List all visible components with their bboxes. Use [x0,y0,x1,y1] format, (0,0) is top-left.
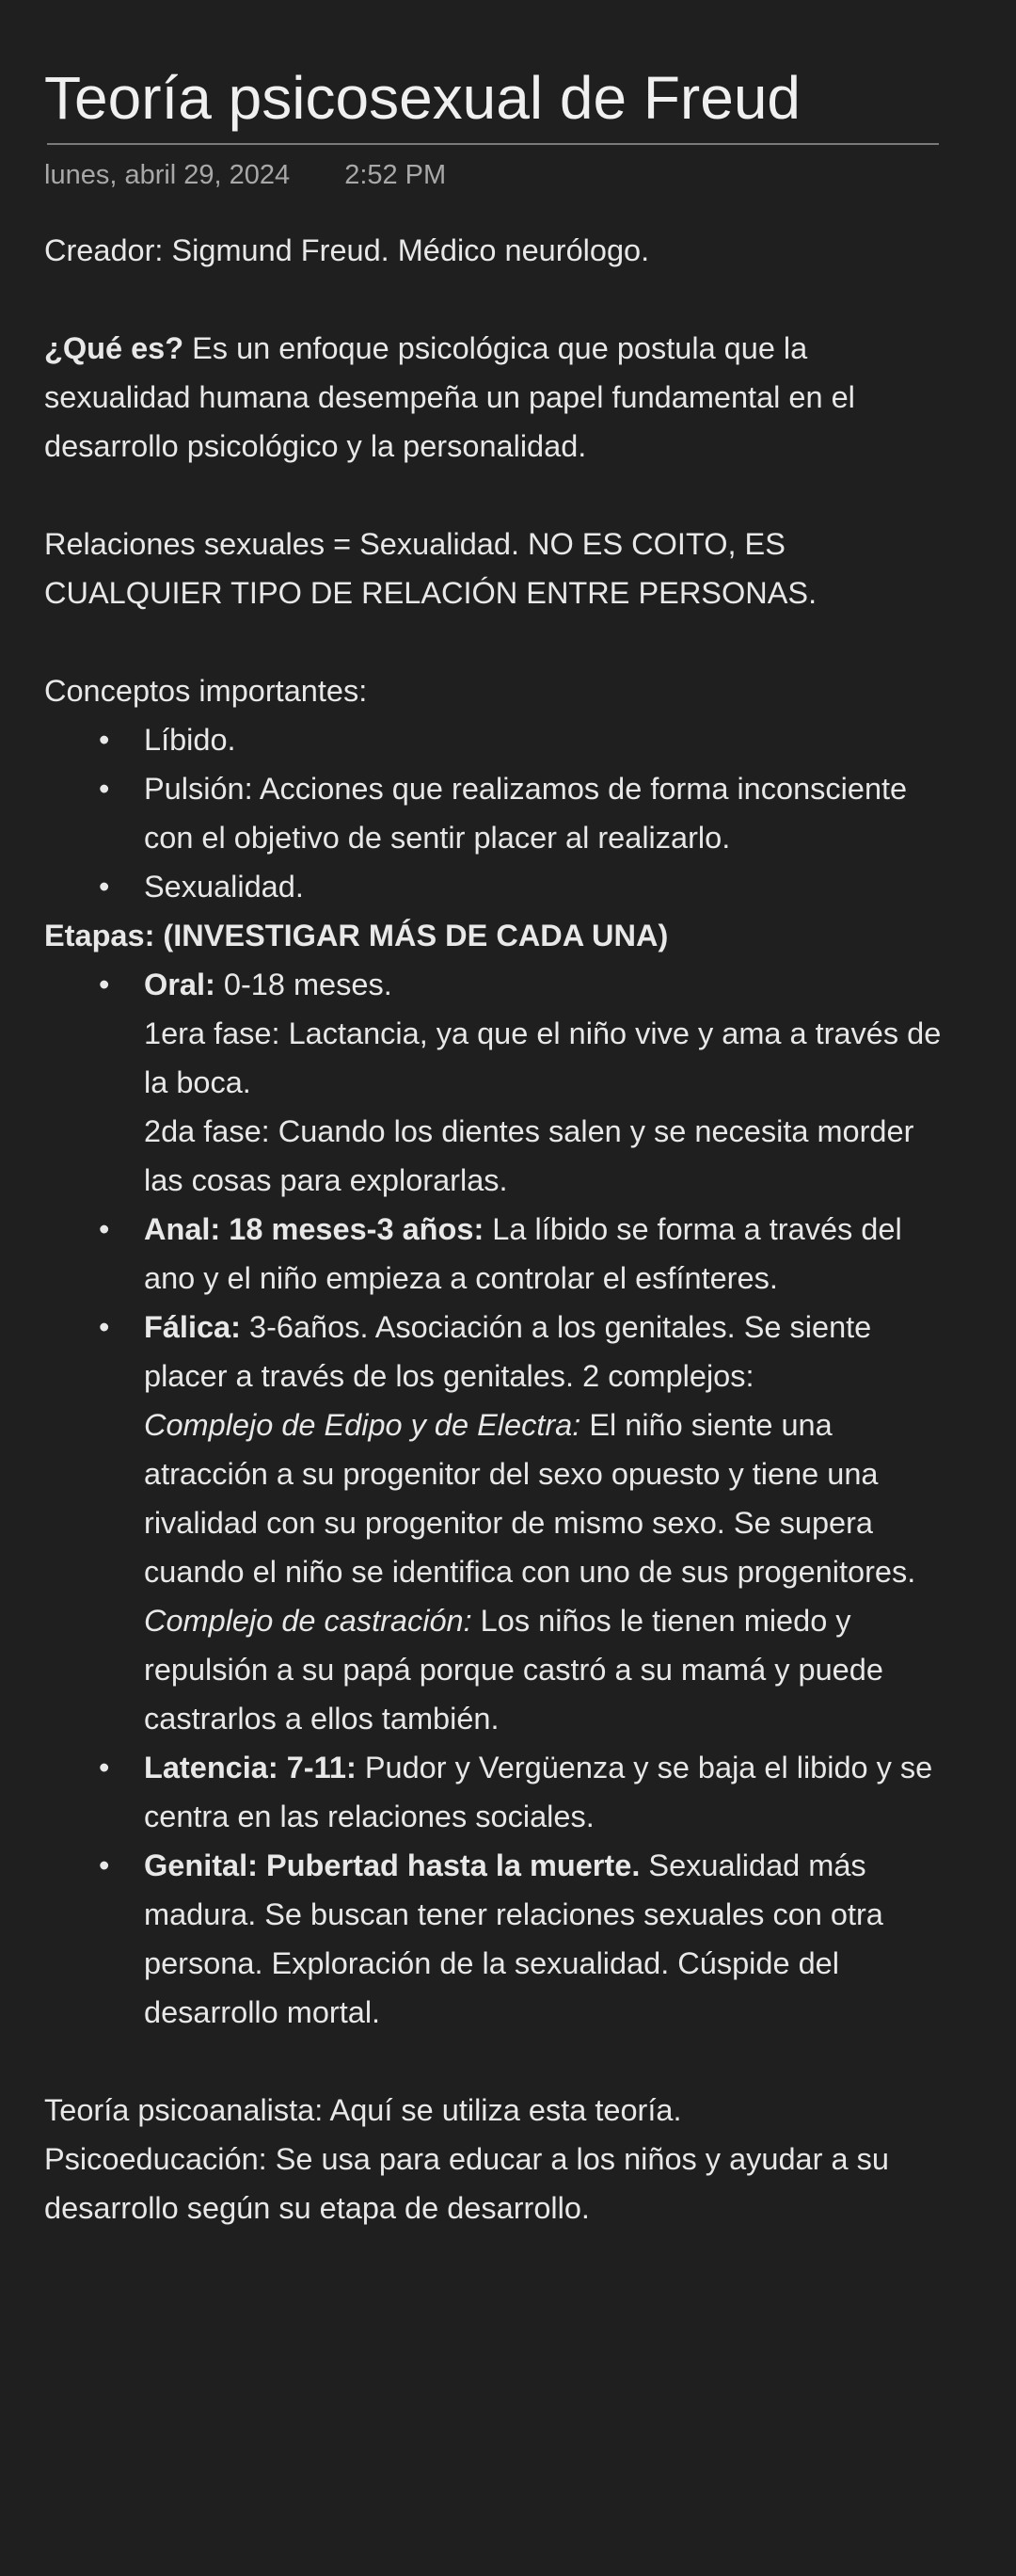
bullet-icon: • [99,723,110,757]
stage-anal [44,1205,947,1303]
bullet-icon: • [99,1751,110,1784]
title-divider [47,143,939,145]
list-item [44,715,947,764]
stage-label: Oral: [144,968,215,1001]
bullet-icon: • [99,1212,110,1246]
stage-latencia [44,1743,947,1841]
stage-oral [44,960,947,1205]
note-body[interactable] [44,226,947,2232]
stage-text: 3-6años. Asociación a los genitales. Se siente placer a través de los genitales. 2 complejos: [144,1310,872,1393]
creator-line: Creador: Sigmund Freud. Médico neurólogo. [44,233,650,267]
concept-text: Pulsión: Acciones que realizamos de forma inconsciente con el objetivo de sentir placer al realizarlo. [144,772,908,855]
bullet-icon: • [99,1848,110,1882]
concept-text: Sexualidad. [144,870,304,904]
stage-phase-1: 1era fase: Lactancia, ya que el niño vive y ama a través de la boca. [144,1016,942,1099]
definition-text: Es un enfoque psicológica que postula que la sexualidad humana desempeña un papel fundamental en el desarrollo psicológico y la personalidad. [44,331,855,463]
page-title[interactable]: Teoría psicosexual de Freud [44,64,801,132]
note-timestamp [44,156,947,194]
bullet-icon: • [99,1310,110,1344]
bullet-icon: • [99,870,110,904]
complex-text: Los niños le tienen miedo y repulsión a su papá porque castró a su mamá y puede castrarlos a ellos también. [144,1604,883,1736]
psychoeducation-line: Psicoeducación: Se usa para educar a los niños y ayudar a su desarrollo según su etapa de desarrollo. [44,2142,889,2225]
complex-label: Complejo de castración: [144,1604,472,1638]
stage-text: La líbido se forma a través del ano y el niño empieza a controlar el esfínteres. [144,1212,902,1295]
stage-phase-2: 2da fase: Cuando los dientes salen y se necesita morder las cosas para explorarlas. [144,1114,914,1197]
definition-label: ¿Qué es? [44,331,184,365]
relations-paragraph: Relaciones sexuales = Sexualidad. NO ES COITO, ES CUALQUIER TIPO DE RELACIÓN ENTRE PERSONAS. [44,527,818,610]
list-item [44,764,947,862]
complex-label: Complejo de Edipo y de Electra: [144,1408,581,1442]
concepts-heading: Conceptos importantes: [44,674,368,708]
bullet-icon: • [99,772,110,806]
stages-list [44,960,947,2037]
note-time: 2:52 PM [344,160,447,190]
list-item [44,862,947,911]
stage-text: Pudor y Vergüenza y se baja el libido y se centra en las relaciones sociales. [144,1751,933,1833]
stages-heading-text: Etapas: (INVESTIGAR MÁS DE CADA UNA) [44,919,669,952]
note-date: lunes, abril 29, 2024 [44,160,291,190]
stage-falica [44,1303,947,1743]
complex-text: El niño siente una atracción a su progenitor del sexo opuesto y tiene una rivalidad con su progenitor de mismo sexo. Se supera cuando el niño se identifica con uno de sus progenitores. [144,1408,916,1589]
concept-text: Líbido. [144,723,236,757]
stage-label: Genital: Pubertad hasta la muerte. [144,1848,641,1882]
stage-text: 0-18 meses. [214,968,392,1001]
stage-label: Fálica: [144,1310,241,1344]
concepts-list [44,715,947,911]
bullet-icon: • [99,968,110,1001]
stage-label: Latencia: 7-11: [144,1751,357,1784]
stage-text: Sexualidad más madura. Se buscan tener relaciones sexuales con otra persona. Exploración de la sexualidad. Cúspide del desarrollo mortal. [144,1848,883,2029]
stages-heading [44,911,947,960]
psychoanalysis-line: Teoría psicoanalista: Aquí se utiliza esta teoría. [44,2093,682,2127]
stage-label: Anal: 18 meses-3 años: [144,1212,484,1246]
stage-genital [44,1841,947,2037]
definition-paragraph [44,324,947,471]
